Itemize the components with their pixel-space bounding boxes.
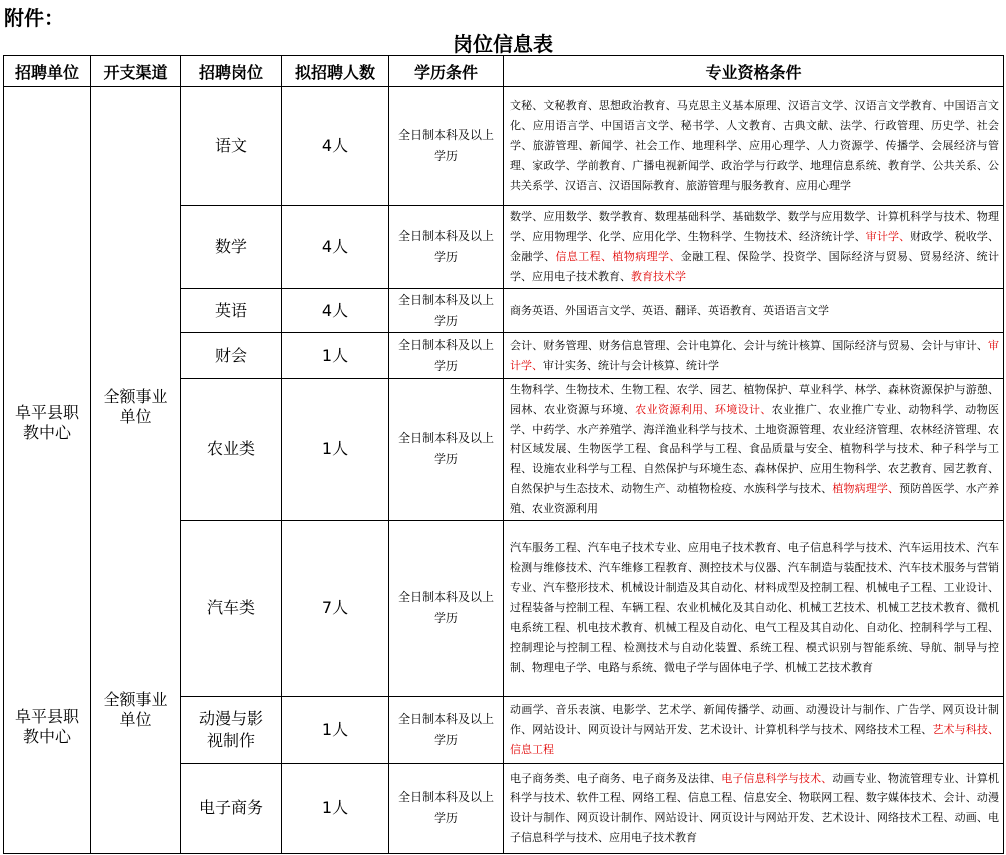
highlighted-specialty-text: 审计学、 — [865, 230, 911, 244]
unit-name: 阜平县职教中心 — [15, 403, 80, 442]
specialty-cell — [504, 289, 1004, 333]
highlighted-specialty-text: 信息工程、植物病理学、 — [555, 250, 681, 264]
count-cell: 1人 — [282, 379, 389, 520]
highlighted-specialty-text: 电子信息科学与技术、 — [721, 771, 833, 785]
header-channel: 开支渠道 — [91, 56, 181, 87]
post-cell: 英语 — [181, 289, 282, 333]
specialty-cell — [504, 520, 1004, 696]
specialty-text: 动画学、音乐表演、电影学、艺术学、新闻传播学、动画、动漫设计与制作、广告学、网页设计制作、网站设计、网页设计与网站开发、艺术设计、计算机科学与技术、网络技术工程、 — [510, 702, 999, 736]
specialty-text: 农业推广、农业推广专业、动物科学、动物医学、中药学、水产养殖学、海洋渔业科学与技术、土地资源管理、农业经济管理、农林经济管理、农村区域发展、生物医学工程、食品科学与工程、食品质量与安全、植物科学与技术、种子科学与工程、设施农业科学与工程、自然保护与环境生态、森林保护、应用生物科学、农艺教育、园艺教育、自然保护与生态技术、动物生产、动植物检疫、水族科学与技术、 — [510, 402, 1000, 496]
highlighted-specialty-text: 植物病理学、 — [832, 482, 900, 496]
channel-cell — [91, 87, 181, 854]
specialty-cell — [504, 206, 1004, 289]
header-post: 招聘岗位 — [181, 56, 282, 87]
specialty-text: 预防兽医学、水产养殖、农业资源利用 — [510, 482, 1000, 516]
specialty-text: 审计实务、统计与会计核算、统计学 — [543, 358, 719, 372]
education-cell: 全日制本科及以上学历 — [389, 696, 504, 763]
specialty-text: 会计、财务管理、财务信息管理、会计电算化、会计与统计核算、国际经济与贸易、会计与审计、 — [510, 338, 988, 352]
channel-name: 全额事业单位 — [103, 690, 168, 729]
highlighted-specialty-text: 农业资源利用、环境设计、 — [635, 402, 772, 416]
specialty-cell — [504, 87, 1004, 206]
specialty-cell — [504, 379, 1004, 520]
specialty-text: 金融工程、保险学、投资学、国际经济与贸易、贸易经济、统计学、应用电子技术教育、 — [510, 250, 1000, 284]
education-cell: 全日制本科及以上学历 — [389, 333, 504, 379]
education-cell: 全日制本科及以上学历 — [389, 87, 504, 206]
attachment-label: 附件： — [4, 6, 64, 30]
header-count: 拟招聘人数 — [282, 56, 389, 87]
specialty-text: 文秘、文秘教育、思想政治教育、马克思主义基本原理、汉语言文学、汉语言文学教育、中国语言文化、应用语言学、中国语言文学、秘书学、人文教育、古典文献、法学、行政管理、历史学、社会学、旅游管理、新闻学、社会工作、地理科学、应用心理学、人力资源学、传播学、会展经济与管理、家政学、学前教育、广播电视新闻学、政治学与行政学、地理信息系统、教育学、公共关系、公共关系学、汉语言、汉语国际教育、旅游管理与服务教育、应用心理学 — [510, 99, 999, 192]
specialty-text: 动画专业、物流管理专业、计算机科学与技术、软件工程、网络工程、信息工程、信息安全、物联网工程、数字媒体技术、会计、动漫设计与制作、网页设计制作、网站设计、网页设计与网站开发、艺术设计、网络技术工程、动画、电子信息科学与技术、应用电子技术教育 — [510, 771, 1000, 845]
specialty-text: 数学、应用数学、数学教育、数理基础科学、基础数学、数学与应用数学、计算机科学与技术、物理学、应用物理学、化学、应用化学、生物科学、生物技术、经济统计学、 — [510, 210, 999, 244]
highlighted-specialty-text: 艺术与科技、信息工程 — [510, 722, 1000, 756]
unit-cell — [4, 87, 91, 854]
post-cell: 财会 — [181, 333, 282, 379]
specialty-text: 电子商务类、电子商务、电子商务及法律、 — [510, 771, 722, 785]
table-row — [4, 87, 1004, 206]
count-cell: 1人 — [282, 763, 389, 853]
post-cell: 汽车类 — [181, 520, 282, 696]
count-cell: 7人 — [282, 520, 389, 696]
header-education: 学历条件 — [389, 56, 504, 87]
table-header-row — [4, 56, 1004, 87]
specialty-text: 生物科学、生物技术、生物工程、农学、园艺、植物保护、草业科学、林学、森林资源保护与游憩、园林、农业资源与环境、 — [510, 382, 999, 416]
education-cell: 全日制本科及以上学历 — [389, 520, 504, 696]
education-cell: 全日制本科及以上学历 — [389, 379, 504, 520]
education-cell: 全日制本科及以上学历 — [389, 289, 504, 333]
count-cell: 4人 — [282, 206, 389, 289]
count-cell: 4人 — [282, 289, 389, 333]
unit-name: 阜平县职教中心 — [15, 707, 80, 746]
channel-name: 全额事业单位 — [103, 387, 168, 426]
specialty-text: 财政学、税收学、金融学、 — [510, 230, 1000, 264]
specialty-cell — [504, 333, 1004, 379]
highlighted-specialty-text: 审计学、 — [510, 338, 999, 372]
count-cell: 1人 — [282, 696, 389, 763]
specialty-text: 汽车服务工程、汽车电子技术专业、应用电子技术教育、电子信息科学与技术、汽车运用技术、汽车检测与维修技术、汽车维修工程教育、测控技术与仪器、汽车制造与装配技术、汽车技术服务与营销专业、汽车整形技术、机械设计制造及其自动化、材料成型及控制工程、机械电子工程、工业设计、过程装备与控制工程、车辆工程、农业机械化及其自动化、机械工艺技术、机械工艺技术教育、微机电系统工程、机电技术教育、机械工程及自动化、电气工程及其自动化、自动化、控制科学与工程、控制理论与控制工程、检测技术与自动化装置、系统工程、模式识别与智能系统、导航、制导与控制、物理电子学、电路与系统、微电子学与固体电子学、机械工艺技术教育 — [510, 541, 999, 674]
header-unit: 招聘单位 — [4, 56, 91, 87]
post-cell: 电子商务 — [181, 763, 282, 853]
count-cell: 1人 — [282, 333, 389, 379]
post-cell: 动漫与影视制作 — [181, 696, 282, 763]
table-title: 岗位信息表 — [453, 32, 553, 56]
post-cell: 数学 — [181, 206, 282, 289]
position-info-table — [3, 55, 1004, 854]
education-cell: 全日制本科及以上学历 — [389, 206, 504, 289]
highlighted-specialty-text: 教育技术学 — [631, 270, 686, 284]
specialty-cell — [504, 696, 1004, 763]
post-cell: 语文 — [181, 87, 282, 206]
count-cell: 4人 — [282, 87, 389, 206]
post-cell: 农业类 — [181, 379, 282, 520]
specialty-text: 商务英语、外国语言文学、英语、翻译、英语教育、英语语言文学 — [510, 303, 829, 317]
education-cell: 全日制本科及以上学历 — [389, 763, 504, 853]
header-specialty: 专业资格条件 — [504, 56, 1004, 87]
specialty-cell — [504, 763, 1004, 853]
